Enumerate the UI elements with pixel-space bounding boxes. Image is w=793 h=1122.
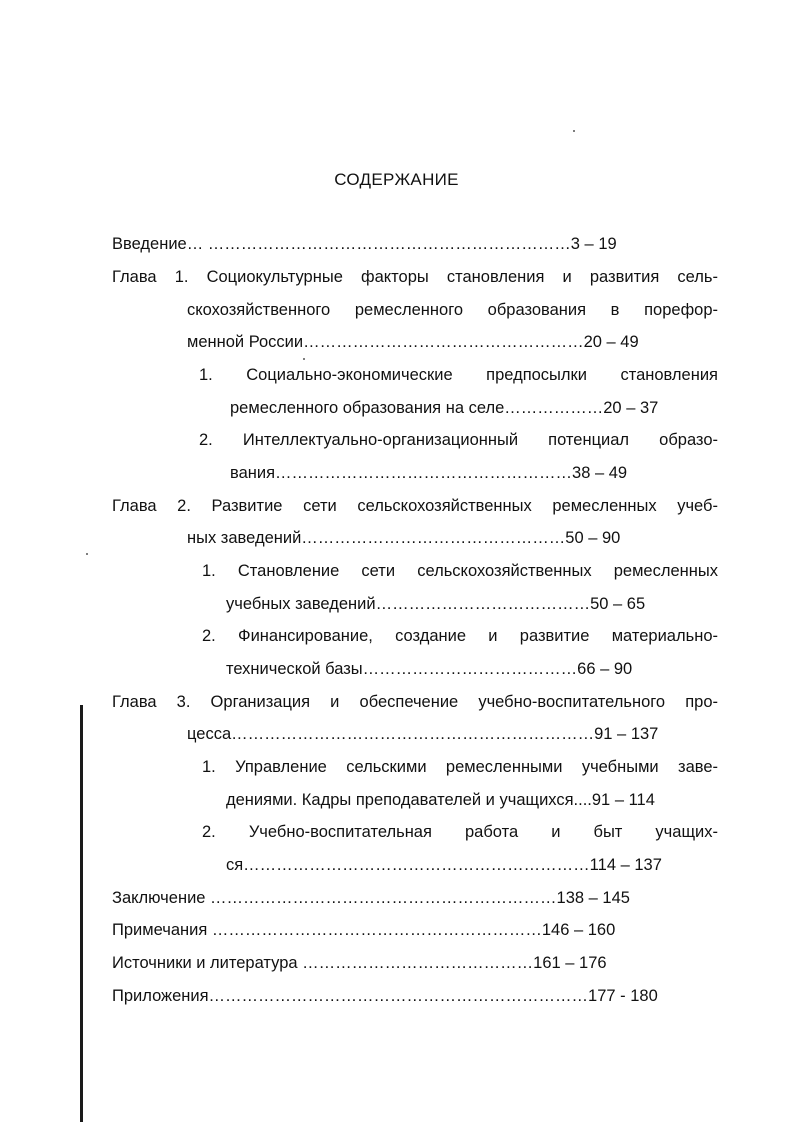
page-title: СОДЕРЖАНИЕ [334, 170, 459, 189]
toc-entry-section-1-2: 2. Интеллектуально-организационный потенциал образо- [199, 431, 718, 449]
toc-entry-chapter-1-cont: скохозяйственного ремесленного образования в порефор- [187, 301, 718, 319]
toc-entry-chapter-3: Глава 3. Организация и обеспечение учебно-воспитательного про- [112, 693, 718, 711]
toc-entry-section-2-2: 2. Финансирование, создание и развитие материально- [202, 627, 718, 645]
toc-entry-section-3-1-cont: дениями. Кадры преподавателей и учащихся....91 – 114 [226, 791, 655, 809]
toc-entry-chapter-1: Глава 1. Социокультурные факторы становления и развития сель- [112, 268, 718, 286]
toc-entry-sources: Источники и литература ……………………………………161 – 176 [112, 954, 607, 972]
toc-entry-conclusion: Заключение ………………………………………………………138 – 145 [112, 889, 630, 907]
toc-entry-section-3-2: 2. Учебно-воспитательная работа и быт учащих- [202, 823, 718, 841]
toc-entry-section-1-1-cont: ремесленного образования на селе………………20 – 37 [230, 399, 659, 417]
toc-entry-chapter-2: Глава 2. Развитие сети сельскохозяйственных ремесленных учеб- [112, 497, 718, 515]
scan-edge-artifact [80, 705, 83, 1122]
scan-speck [86, 553, 88, 555]
toc-entry-notes: Примечания ……………………………………………………146 – 160 [112, 921, 616, 939]
scan-speck [573, 130, 575, 132]
toc-entry-chapter-3-cont: цесса…………………………………………………………91 – 137 [187, 725, 659, 743]
toc-entry-chapter-1-cont: менной России……………………………………………20 – 49 [187, 333, 639, 351]
toc-entry-chapter-2-cont: ных заведений…………………………………………50 – 90 [187, 529, 621, 547]
toc-entry-introduction: Введение… …………………………………………………………3 – 19 [112, 235, 617, 253]
toc-entry-section-2-2-cont: технической базы…………………………………66 – 90 [226, 660, 633, 678]
toc-entry-appendix: Приложения……………………………………………………………177 - 180 [112, 987, 658, 1005]
toc-entry-section-3-2-cont: ся………………………………………………………114 – 137 [226, 856, 662, 874]
scan-speck [303, 358, 305, 360]
toc-entry-section-2-1: 1. Становление сети сельскохозяйственных ремесленных [202, 562, 718, 580]
toc-entry-section-2-1-cont: учебных заведений…………………………………50 – 65 [226, 595, 646, 613]
toc-entry-section-3-1: 1. Управление сельскими ремесленными учебными заве- [202, 758, 718, 776]
toc-entry-section-1-1: 1. Социально-экономические предпосылки становления [199, 366, 718, 384]
toc-entry-section-1-2-cont: вания………………………………………………38 – 49 [230, 464, 628, 482]
